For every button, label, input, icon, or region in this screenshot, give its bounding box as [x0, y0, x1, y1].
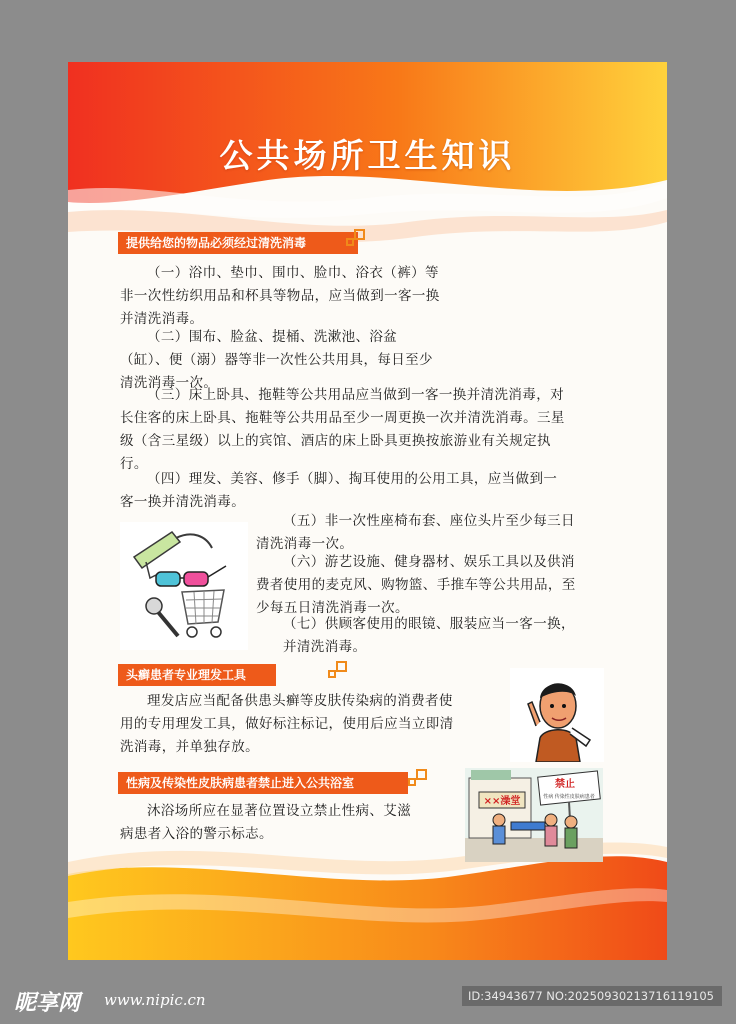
text-line: 行。 [120, 456, 148, 472]
text-line: 理发店应当配备供患头癣等皮肤传染病的消费者使 [147, 693, 453, 709]
text-line: 级（含三星级）以上的宾馆、酒店的床上卧具更换按旅游业有关规定执 [120, 433, 551, 449]
hygiene-items-illustration [120, 522, 248, 650]
corner-square-icon [346, 238, 354, 246]
paragraph-4 [120, 468, 620, 514]
text-line: （七）供顾客使用的眼镜、服装应当一客一换， [283, 616, 575, 632]
paragraph-5 [256, 510, 616, 556]
paragraph-3 [120, 384, 620, 476]
bath-sign-text: ××澡堂 [483, 796, 521, 807]
page-title: 公共场所卫生知识 [219, 136, 516, 175]
bathhouse-ban-illustration [465, 768, 603, 862]
watermark-id: ID:34943677 NO:20250930213716119105 [462, 986, 722, 1006]
text-line: 少每五日清洗消毒一次。 [256, 600, 409, 616]
corner-square-icon [336, 661, 347, 672]
poster [68, 62, 667, 960]
watermark-url: www.nipic.cn [104, 991, 206, 1009]
text-line: 用的专用理发工具，做好标注标记，使用后应当立即清 [120, 716, 454, 732]
corner-square-icon [354, 229, 365, 240]
ban-sign-subtext: 性病 传染性皮肤病患者 [543, 794, 595, 800]
section-heading-disinfection [118, 232, 358, 254]
corner-square-icon [328, 670, 336, 678]
section-heading-bath-ban [118, 772, 408, 794]
text-line: 病患者入浴的警示标志。 [120, 826, 273, 842]
text-line: 费者使用的麦克风、购物篮、手推车等公共用品，至 [256, 577, 576, 593]
text-line: 长住客的床上卧具、拖鞋等公共用品至少一周更换一次并清洗消毒。三星 [120, 410, 565, 426]
section-heading-barber-tools [118, 664, 276, 686]
corner-square-icon [408, 778, 416, 786]
ban-sign-text: 禁止 [555, 779, 575, 790]
section-heading-label: 头癣患者专业理发工具 [126, 668, 247, 682]
paragraph-7 [256, 613, 626, 659]
paragraph-bath [120, 800, 460, 846]
paragraph-1 [120, 262, 500, 331]
text-line: 清洗消毒一次。 [256, 536, 354, 552]
text-line: （四）理发、美容、修手（脚）、掏耳使用的公用工具，应当做到一 [147, 471, 558, 487]
paragraph-6 [256, 551, 626, 620]
watermark-logo: 昵享网 [14, 991, 81, 1016]
cartoon-man-illustration [510, 668, 604, 762]
text-line: 非一次性纺织用品和杯具等物品，应当做到一客一换 [120, 288, 440, 304]
text-line: （一）浴巾、垫巾、围巾、脸巾、浴衣（裤）等 [147, 265, 439, 281]
corner-square-icon [416, 769, 427, 780]
text-line: 洗消毒，并单独存放。 [120, 739, 259, 755]
text-line: 并清洗消毒。 [283, 639, 367, 655]
text-line: （缸）、便（溺）器等非一次性公共用具，每日至少 [120, 352, 433, 368]
text-line: 客一换并清洗消毒。 [120, 494, 246, 510]
paragraph-barber [120, 690, 510, 759]
text-line: 并清洗消毒。 [120, 311, 204, 327]
text-line: （六）游艺设施、健身器材、娱乐工具以及供消 [283, 554, 575, 570]
section-heading-label: 性病及传染性皮肤病患者禁止进入公共浴室 [126, 776, 355, 790]
text-line: （五）非一次性座椅布套、座位头片至少每三日 [283, 513, 575, 529]
text-line: 沐浴场所应在显著位置设立禁止性病、艾滋 [147, 803, 412, 819]
text-line: （二）围布、脸盆、提桶、洗漱池、浴盆 [147, 329, 398, 345]
text-line: 清洗消毒一次。 [120, 375, 218, 391]
section-heading-label: 提供给您的物品必须经过清洗消毒 [126, 236, 307, 250]
text-line: （三）床上卧具、拖鞋等公共用品应当做到一客一换并清洗消毒，对 [147, 387, 564, 403]
